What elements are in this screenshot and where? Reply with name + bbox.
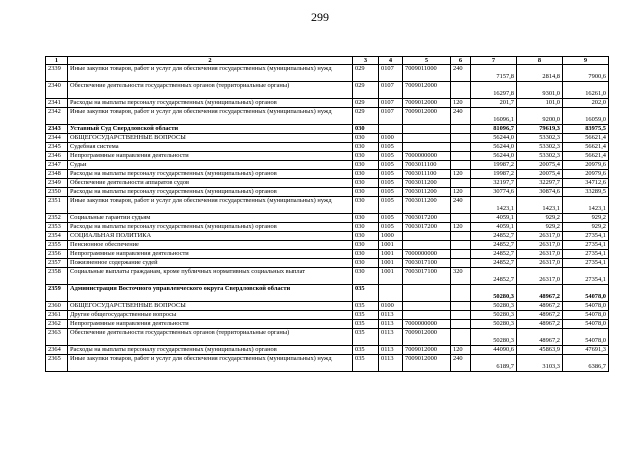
section-code-cell: 0105: [379, 223, 403, 232]
amount-year-2-cell: 30874,6: [517, 188, 563, 197]
table-row: [46, 108, 609, 125]
target-code-cell: [403, 311, 451, 320]
amount-year-3-cell: 27354,1: [563, 250, 609, 259]
table-row: [46, 232, 609, 241]
table-row: [46, 268, 609, 285]
section-code-cell: 0107: [379, 65, 403, 82]
item-name-cell: Социальные выплаты гражданам, кроме публичных нормативных социальных выплат: [68, 268, 353, 285]
amount-year-2-cell: 20075,4: [517, 161, 563, 170]
section-code-cell: 0105: [379, 214, 403, 223]
amount-year-1-cell: 16096,1: [471, 108, 517, 125]
item-name-cell: Иные закупки товаров, работ и услуг для обеспечения государственных (муниципальных) нужд: [68, 65, 353, 82]
table-row: [46, 329, 609, 346]
target-code-cell: [403, 241, 451, 250]
section-code-cell: 1001: [379, 259, 403, 268]
row-number-cell: 2361: [46, 311, 68, 320]
table-row: [46, 259, 609, 268]
amount-year-3-cell: 27354,1: [563, 259, 609, 268]
amount-year-2-cell: 9200,0: [517, 108, 563, 125]
ministry-code-cell: 035: [353, 329, 379, 346]
amount-year-3-cell: 54078,0: [563, 311, 609, 320]
table-row: [46, 152, 609, 161]
amount-year-1-cell: 19987,2: [471, 161, 517, 170]
target-code-cell: 7009012000: [403, 99, 451, 108]
target-code-cell: 7009012000: [403, 108, 451, 125]
item-name-cell: Пенсионное обеспечение: [68, 241, 353, 250]
amount-year-3-cell: 1423,1: [563, 197, 609, 214]
section-code-cell: 0113: [379, 346, 403, 355]
section-code-cell: 1001: [379, 241, 403, 250]
expense-type-cell: 120: [451, 99, 471, 108]
expense-type-cell: [451, 214, 471, 223]
target-code-cell: 7003011100: [403, 161, 451, 170]
table-row: [46, 188, 609, 197]
amount-year-2-cell: 48967,2: [517, 285, 563, 302]
ministry-code-cell: 035: [353, 302, 379, 311]
expense-type-cell: [451, 320, 471, 329]
row-number-cell: 2355: [46, 241, 68, 250]
amount-year-2-cell: 48967,2: [517, 320, 563, 329]
table-row: [46, 320, 609, 329]
amount-year-1-cell: 201,7: [471, 99, 517, 108]
row-number-cell: 2343: [46, 125, 68, 134]
ministry-code-cell: 035: [353, 320, 379, 329]
section-code-cell: 0107: [379, 108, 403, 125]
amount-year-1-cell: 24852,7: [471, 241, 517, 250]
expense-type-cell: [451, 329, 471, 346]
ministry-code-cell: 030: [353, 152, 379, 161]
amount-year-1-cell: 1423,1: [471, 197, 517, 214]
item-name-cell: Расходы на выплаты персоналу государственных (муниципальных) органов: [68, 170, 353, 179]
amount-year-3-cell: 83975,5: [563, 125, 609, 134]
row-number-cell: 2364: [46, 346, 68, 355]
amount-year-2-cell: 53302,3: [517, 152, 563, 161]
row-number-cell: 2362: [46, 320, 68, 329]
item-name-cell: Обеспечение деятельности государственных органов (территориальные органы): [68, 82, 353, 99]
amount-year-2-cell: 48967,2: [517, 329, 563, 346]
section-code-cell: 1000: [379, 232, 403, 241]
amount-year-1-cell: 16297,8: [471, 82, 517, 99]
expense-type-cell: [451, 179, 471, 188]
amount-year-2-cell: 26317,0: [517, 259, 563, 268]
ministry-code-cell: 035: [353, 355, 379, 372]
amount-year-1-cell: 24852,7: [471, 250, 517, 259]
amount-year-3-cell: 56621,4: [563, 143, 609, 152]
section-code-cell: 0113: [379, 311, 403, 320]
ministry-code-cell: 030: [353, 170, 379, 179]
expense-type-cell: [451, 125, 471, 134]
row-number-cell: 2357: [46, 259, 68, 268]
row-number-cell: 2358: [46, 268, 68, 285]
item-name-cell: Непрограммные направления деятельности: [68, 152, 353, 161]
item-name-cell: СОЦИАЛЬНАЯ ПОЛИТИКА: [68, 232, 353, 241]
amount-year-2-cell: 26317,0: [517, 250, 563, 259]
expense-type-cell: [451, 134, 471, 143]
table-row: [46, 143, 609, 152]
ministry-code-cell: 030: [353, 197, 379, 214]
table-row: [46, 223, 609, 232]
header-cell: 3: [353, 57, 379, 65]
table-row: [46, 285, 609, 302]
header-cell: 9: [563, 57, 609, 65]
item-name-cell: ОБЩЕГОСУДАРСТВЕННЫЕ ВОПРОСЫ: [68, 302, 353, 311]
expense-type-cell: 120: [451, 188, 471, 197]
item-name-cell: Расходы на выплаты персоналу государственных (муниципальных) органов: [68, 223, 353, 232]
item-name-cell: Социальные гарантии судьям: [68, 214, 353, 223]
page-number: 299: [311, 10, 329, 24]
section-code-cell: 1001: [379, 268, 403, 285]
target-code-cell: 7003017200: [403, 214, 451, 223]
row-number-cell: 2344: [46, 134, 68, 143]
amount-year-2-cell: 929,2: [517, 214, 563, 223]
ministry-code-cell: 030: [353, 223, 379, 232]
target-code-cell: 7000000000: [403, 152, 451, 161]
section-code-cell: 0113: [379, 355, 403, 372]
ministry-code-cell: 030: [353, 250, 379, 259]
amount-year-2-cell: 48967,2: [517, 311, 563, 320]
header-cell: 8: [517, 57, 563, 65]
amount-year-1-cell: 32197,7: [471, 179, 517, 188]
target-code-cell: [403, 134, 451, 143]
row-number-cell: 2340: [46, 82, 68, 99]
target-code-cell: 7003017100: [403, 259, 451, 268]
target-code-cell: [403, 285, 451, 302]
expense-type-cell: [451, 302, 471, 311]
expense-type-cell: [451, 241, 471, 250]
section-code-cell: 0105: [379, 197, 403, 214]
item-name-cell: Уставный Суд Свердловской области: [68, 125, 353, 134]
expense-type-cell: [451, 232, 471, 241]
amount-year-2-cell: 3103,3: [517, 355, 563, 372]
amount-year-2-cell: 32297,7: [517, 179, 563, 188]
table-row: [46, 311, 609, 320]
section-code-cell: 1001: [379, 250, 403, 259]
amount-year-3-cell: 20979,6: [563, 170, 609, 179]
ministry-code-cell: 030: [353, 232, 379, 241]
target-code-cell: 7003017200: [403, 223, 451, 232]
amount-year-1-cell: 6189,7: [471, 355, 517, 372]
amount-year-3-cell: 16261,0: [563, 82, 609, 99]
header-cell: 2: [68, 57, 353, 65]
target-code-cell: 7003011100: [403, 170, 451, 179]
item-name-cell: Расходы на выплаты персоналу государственных (муниципальных) органов: [68, 99, 353, 108]
target-code-cell: 7009011000: [403, 65, 451, 82]
amount-year-2-cell: 26317,0: [517, 232, 563, 241]
ministry-code-cell: 030: [353, 259, 379, 268]
amount-year-3-cell: 47691,3: [563, 346, 609, 355]
amount-year-1-cell: 50280,3: [471, 320, 517, 329]
budget-table: [45, 56, 609, 372]
target-code-cell: [403, 143, 451, 152]
expense-type-cell: 240: [451, 65, 471, 82]
amount-year-3-cell: 27354,1: [563, 241, 609, 250]
amount-year-1-cell: 19987,2: [471, 170, 517, 179]
expense-type-cell: 120: [451, 223, 471, 232]
amount-year-2-cell: 20075,4: [517, 170, 563, 179]
target-code-cell: 7009012000: [403, 329, 451, 346]
expense-type-cell: 240: [451, 108, 471, 125]
amount-year-3-cell: 54078,0: [563, 302, 609, 311]
amount-year-1-cell: 7157,8: [471, 65, 517, 82]
section-code-cell: [379, 125, 403, 134]
item-name-cell: ОБЩЕГОСУДАРСТВЕННЫЕ ВОПРОСЫ: [68, 134, 353, 143]
expense-type-cell: 320: [451, 268, 471, 285]
section-code-cell: 0105: [379, 188, 403, 197]
item-name-cell: Иные закупки товаров, работ и услуг для обеспечения государственных (муниципальных) нужд: [68, 197, 353, 214]
amount-year-3-cell: 6386,7: [563, 355, 609, 372]
ministry-code-cell: 029: [353, 99, 379, 108]
amount-year-3-cell: 7900,6: [563, 65, 609, 82]
amount-year-1-cell: 24852,7: [471, 232, 517, 241]
table-row: [46, 302, 609, 311]
section-code-cell: 0105: [379, 179, 403, 188]
table-row: [46, 170, 609, 179]
ministry-code-cell: 029: [353, 82, 379, 99]
expense-type-cell: [451, 143, 471, 152]
table-row: [46, 82, 609, 99]
amount-year-2-cell: 101,0: [517, 99, 563, 108]
item-name-cell: Судьи: [68, 161, 353, 170]
target-code-cell: 7003011200: [403, 188, 451, 197]
table-row: [46, 99, 609, 108]
expense-type-cell: 240: [451, 355, 471, 372]
row-number-cell: 2363: [46, 329, 68, 346]
amount-year-2-cell: 9301,0: [517, 82, 563, 99]
table-row: [46, 125, 609, 134]
item-name-cell: Обеспечение деятельности государственных органов (территориальные органы): [68, 329, 353, 346]
amount-year-3-cell: 27354,1: [563, 268, 609, 285]
item-name-cell: Непрограммные направления деятельности: [68, 320, 353, 329]
target-code-cell: 7009012000: [403, 355, 451, 372]
amount-year-3-cell: 929,2: [563, 223, 609, 232]
row-number-cell: 2354: [46, 232, 68, 241]
target-code-cell: 7000000000: [403, 250, 451, 259]
amount-year-1-cell: 50280,3: [471, 329, 517, 346]
amount-year-1-cell: 24852,7: [471, 259, 517, 268]
target-code-cell: 7009012000: [403, 82, 451, 99]
item-name-cell: Администрация Восточного управленческого округа Свердловской области: [68, 285, 353, 302]
header-cell: 4: [379, 57, 403, 65]
table-row: [46, 197, 609, 214]
table-row: [46, 179, 609, 188]
expense-type-cell: [451, 259, 471, 268]
amount-year-3-cell: 34712,6: [563, 179, 609, 188]
ministry-code-cell: 030: [353, 125, 379, 134]
row-number-cell: 2352: [46, 214, 68, 223]
expense-type-cell: 120: [451, 170, 471, 179]
target-code-cell: 7003011200: [403, 179, 451, 188]
amount-year-1-cell: 81096,7: [471, 125, 517, 134]
section-code-cell: 0105: [379, 170, 403, 179]
amount-year-2-cell: 26317,0: [517, 268, 563, 285]
ministry-code-cell: 030: [353, 161, 379, 170]
target-code-cell: [403, 232, 451, 241]
item-name-cell: Обеспечение деятельности аппаратов судов: [68, 179, 353, 188]
target-code-cell: [403, 125, 451, 134]
amount-year-3-cell: 54078,0: [563, 320, 609, 329]
amount-year-3-cell: 929,2: [563, 214, 609, 223]
section-code-cell: 0105: [379, 143, 403, 152]
section-code-cell: 0113: [379, 320, 403, 329]
row-number-cell: 2345: [46, 143, 68, 152]
amount-year-3-cell: 27354,1: [563, 232, 609, 241]
row-number-cell: 2351: [46, 197, 68, 214]
ministry-code-cell: 030: [353, 188, 379, 197]
item-name-cell: Расходы на выплаты персоналу государственных (муниципальных) органов: [68, 346, 353, 355]
amount-year-1-cell: 56244,0: [471, 152, 517, 161]
ministry-code-cell: 030: [353, 179, 379, 188]
expense-type-cell: 240: [451, 197, 471, 214]
expense-type-cell: [451, 311, 471, 320]
item-name-cell: Пожизненное содержание судей: [68, 259, 353, 268]
row-number-cell: 2346: [46, 152, 68, 161]
target-code-cell: 7003017100: [403, 268, 451, 285]
amount-year-3-cell: 54078,0: [563, 285, 609, 302]
table-body: [46, 57, 609, 372]
table-row: [46, 241, 609, 250]
item-name-cell: Расходы на выплаты персоналу государственных (муниципальных) органов: [68, 188, 353, 197]
row-number-cell: 2341: [46, 99, 68, 108]
header-cell: 1: [46, 57, 68, 65]
item-name-cell: Непрограммные направления деятельности: [68, 250, 353, 259]
section-code-cell: 0105: [379, 152, 403, 161]
expense-type-cell: [451, 152, 471, 161]
target-code-cell: 7000000000: [403, 320, 451, 329]
amount-year-3-cell: 16059,0: [563, 108, 609, 125]
row-number-cell: 2349: [46, 179, 68, 188]
table-header-row: [46, 57, 609, 65]
amount-year-2-cell: 53302,3: [517, 134, 563, 143]
amount-year-1-cell: 56244,0: [471, 143, 517, 152]
expense-type-cell: [451, 82, 471, 99]
amount-year-3-cell: 56621,4: [563, 152, 609, 161]
expense-type-cell: [451, 161, 471, 170]
amount-year-3-cell: 20979,6: [563, 161, 609, 170]
amount-year-3-cell: 202,0: [563, 99, 609, 108]
amount-year-1-cell: 50280,3: [471, 285, 517, 302]
section-code-cell: 0113: [379, 329, 403, 346]
section-code-cell: 0107: [379, 99, 403, 108]
target-code-cell: 7009012000: [403, 346, 451, 355]
section-code-cell: [379, 285, 403, 302]
row-number-cell: 2350: [46, 188, 68, 197]
item-name-cell: Другие общегосударственные вопросы: [68, 311, 353, 320]
row-number-cell: 2342: [46, 108, 68, 125]
table-row: [46, 250, 609, 259]
table-row: [46, 161, 609, 170]
section-code-cell: 0100: [379, 302, 403, 311]
amount-year-3-cell: 54078,0: [563, 329, 609, 346]
item-name-cell: Иные закупки товаров, работ и услуг для обеспечения государственных (муниципальных) нужд: [68, 355, 353, 372]
ministry-code-cell: 030: [353, 241, 379, 250]
amount-year-2-cell: 929,2: [517, 223, 563, 232]
table-row: [46, 65, 609, 82]
amount-year-1-cell: 4059,1: [471, 214, 517, 223]
header-cell: 7: [471, 57, 517, 65]
amount-year-1-cell: 30774,6: [471, 188, 517, 197]
amount-year-1-cell: 24852,7: [471, 268, 517, 285]
row-number-cell: 2356: [46, 250, 68, 259]
amount-year-2-cell: 79619,3: [517, 125, 563, 134]
ministry-code-cell: 030: [353, 268, 379, 285]
amount-year-2-cell: 1423,1: [517, 197, 563, 214]
ministry-code-cell: 030: [353, 134, 379, 143]
row-number-cell: 2365: [46, 355, 68, 372]
row-number-cell: 2348: [46, 170, 68, 179]
amount-year-1-cell: 4059,1: [471, 223, 517, 232]
row-number-cell: 2359: [46, 285, 68, 302]
expense-type-cell: 120: [451, 346, 471, 355]
table-row: [46, 346, 609, 355]
section-code-cell: 0105: [379, 161, 403, 170]
item-name-cell: Судебная система: [68, 143, 353, 152]
amount-year-3-cell: 56621,4: [563, 134, 609, 143]
section-code-cell: 0100: [379, 134, 403, 143]
amount-year-1-cell: 44090,6: [471, 346, 517, 355]
ministry-code-cell: 029: [353, 108, 379, 125]
header-cell: 6: [451, 57, 471, 65]
table-row: [46, 355, 609, 372]
ministry-code-cell: 029: [353, 65, 379, 82]
amount-year-3-cell: 33289,5: [563, 188, 609, 197]
row-number-cell: 2347: [46, 161, 68, 170]
amount-year-1-cell: 50280,3: [471, 311, 517, 320]
ministry-code-cell: 035: [353, 311, 379, 320]
amount-year-2-cell: 2814,8: [517, 65, 563, 82]
target-code-cell: [403, 302, 451, 311]
ministry-code-cell: 030: [353, 143, 379, 152]
amount-year-2-cell: 48967,2: [517, 302, 563, 311]
row-number-cell: 2339: [46, 65, 68, 82]
table-row: [46, 214, 609, 223]
expense-type-cell: [451, 250, 471, 259]
amount-year-2-cell: 53302,3: [517, 143, 563, 152]
row-number-cell: 2353: [46, 223, 68, 232]
row-number-cell: 2360: [46, 302, 68, 311]
amount-year-2-cell: 26317,0: [517, 241, 563, 250]
ministry-code-cell: 035: [353, 346, 379, 355]
header-cell: 5: [403, 57, 451, 65]
expense-type-cell: [451, 285, 471, 302]
ministry-code-cell: 030: [353, 214, 379, 223]
item-name-cell: Иные закупки товаров, работ и услуг для обеспечения государственных (муниципальных) нужд: [68, 108, 353, 125]
ministry-code-cell: 035: [353, 285, 379, 302]
section-code-cell: 0107: [379, 82, 403, 99]
amount-year-1-cell: 56244,0: [471, 134, 517, 143]
amount-year-2-cell: 45863,9: [517, 346, 563, 355]
table-row: [46, 134, 609, 143]
target-code-cell: 7003011200: [403, 197, 451, 214]
amount-year-1-cell: 50280,3: [471, 302, 517, 311]
